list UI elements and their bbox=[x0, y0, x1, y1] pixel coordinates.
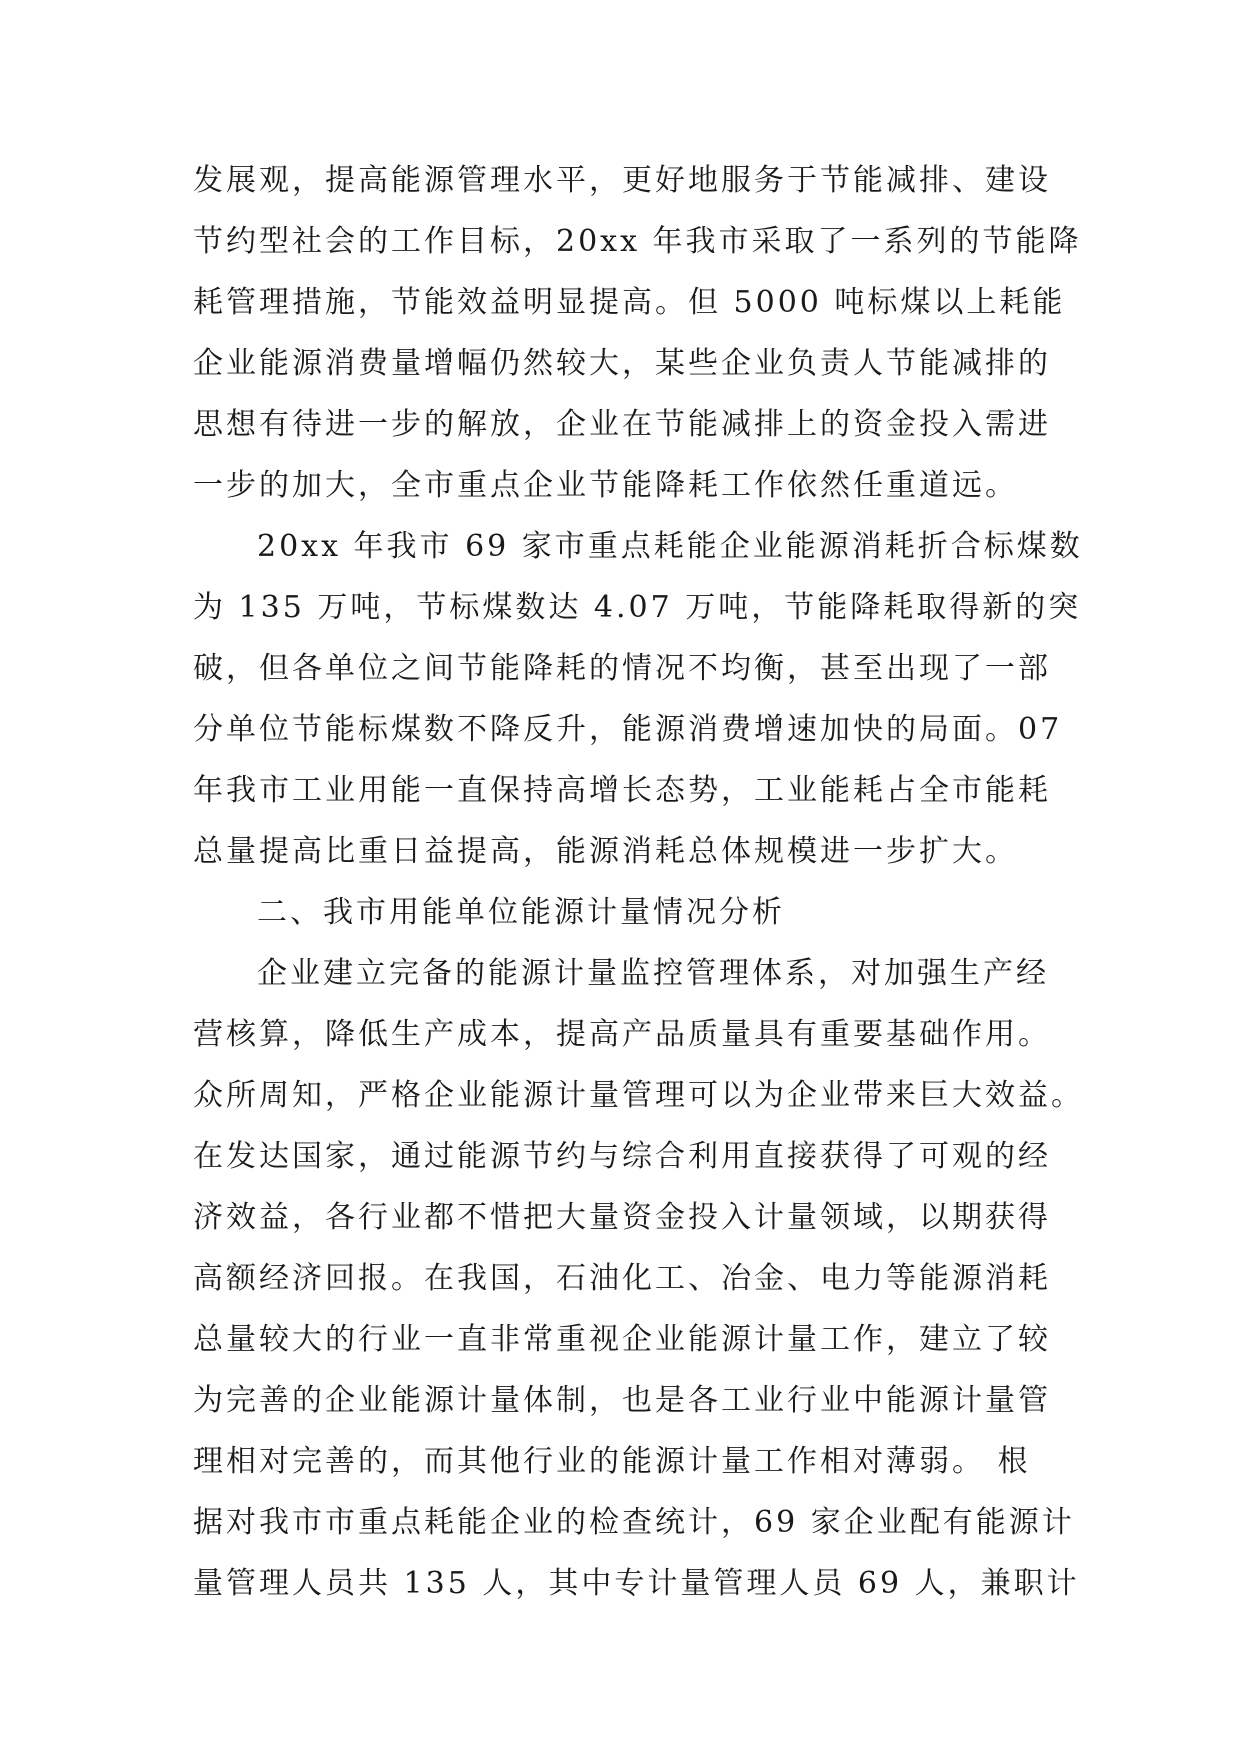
text-line: 节约型社会的工作目标，20xx 年我市采取了一系列的节能降 bbox=[193, 224, 1082, 259]
text-line: 量管理人员共 135 人，其中专计量管理人员 69 人，兼职计 bbox=[193, 1566, 1080, 1601]
text-line: 理相对完善的，而其他行业的能源计量工作相对薄弱。 根 bbox=[193, 1444, 1031, 1479]
text-line: 年我市工业用能一直保持高增长态势，工业能耗占全市能耗 bbox=[193, 773, 1051, 808]
text-line: 为完善的企业能源计量体制，也是各工业行业中能源计量管 bbox=[193, 1383, 1051, 1418]
text-line: 企业能源消费量增幅仍然较大，某些企业负责人节能减排的 bbox=[193, 346, 1051, 381]
text-line: 高额经济回报。在我国，石油化工、冶金、电力等能源消耗 bbox=[193, 1261, 1051, 1296]
text-line: 在发达国家，通过能源节约与综合利用直接获得了可观的经 bbox=[193, 1139, 1051, 1174]
text-line: 总量较大的行业一直非常重视企业能源计量工作，建立了较 bbox=[193, 1322, 1051, 1357]
text-line: 一步的加大，全市重点企业节能降耗工作依然任重道远。 bbox=[193, 468, 1018, 503]
text-line: 济效益，各行业都不惜把大量资金投入计量领域，以期获得 bbox=[193, 1200, 1051, 1235]
text-line: 总量提高比重日益提高，能源消耗总体规模进一步扩大。 bbox=[193, 834, 1018, 869]
text-line: 众所周知，严格企业能源计量管理可以为企业带来巨大效益。 bbox=[193, 1078, 1084, 1113]
text-line: 营核算，降低生产成本，提高产品质量具有重要基础作用。 bbox=[193, 1017, 1051, 1052]
text-line: 思想有待进一步的解放，企业在节能减排上的资金投入需进 bbox=[193, 407, 1051, 442]
text-line: 破，但各单位之间节能降耗的情况不均衡，甚至出现了一部 bbox=[193, 651, 1051, 686]
text-line: 据对我市市重点耗能企业的检查统计，69 家企业配有能源计 bbox=[193, 1505, 1075, 1540]
paragraph-first-line: 20xx 年我市 69 家市重点耗能企业能源消耗折合标煤数 bbox=[257, 529, 1083, 564]
text-line: 为 135 万吨，节标煤数达 4.07 万吨，节能降耗取得新的突 bbox=[193, 590, 1082, 625]
paragraph-first-line: 二、我市用能单位能源计量情况分析 bbox=[257, 895, 785, 930]
paragraph-first-line: 企业建立完备的能源计量监控管理体系，对加强生产经 bbox=[257, 956, 1049, 991]
text-line: 分单位节能标煤数不降反升，能源消费增速加快的局面。07 bbox=[193, 712, 1063, 747]
body-text bbox=[193, 150, 1084, 1614]
text-line: 发展观，提高能源管理水平，更好地服务于节能减排、建设 bbox=[193, 163, 1051, 198]
text-line: 耗管理措施，节能效益明显提高。但 5000 吨标煤以上耗能 bbox=[193, 285, 1066, 320]
